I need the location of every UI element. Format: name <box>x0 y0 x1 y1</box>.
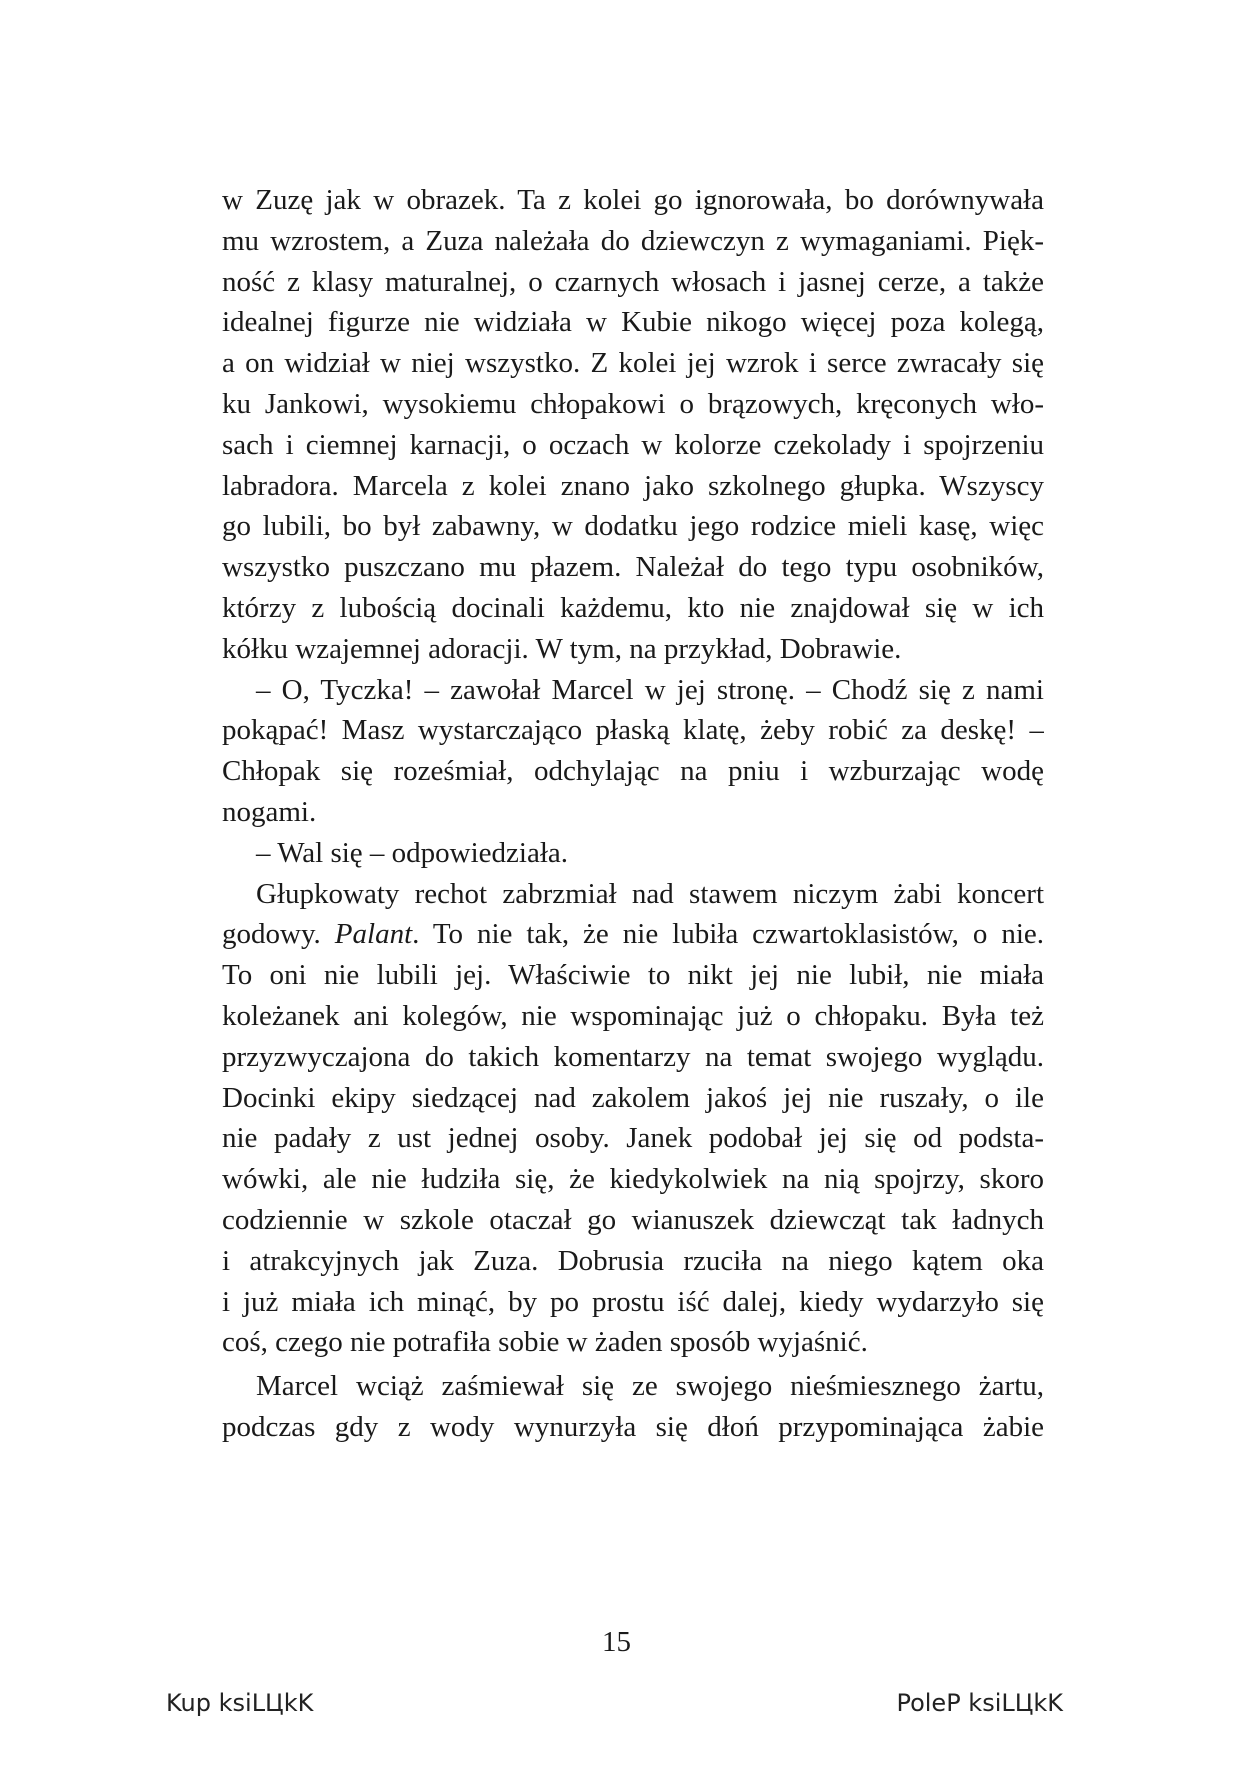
text-line: mu wzrostem, a Zuza należała do dziewczyn z wymaganiami. Pięk- <box>222 224 1044 257</box>
text-line: nie padały z ust jednej osoby. Janek podobał jej się od podsta- <box>222 1122 1044 1155</box>
italic-word: Palant <box>334 918 413 951</box>
buy-book-link[interactable]: Kup ksiLЦkK <box>166 1689 314 1717</box>
text-line: ność z klasy maturalnej, o czarnych włosach i jasnej cerze, a także <box>222 265 1044 298</box>
text-line: labradora. Marcela z kolei znano jako szkolnego głupka. Wszyscy <box>222 469 1044 502</box>
text-line: wówki, ale nie łudziła się, że kiedykolwiek na nią spojrzy, skoro <box>222 1163 1044 1196</box>
text-line: – Wal się – odpowiedziała. <box>256 836 569 869</box>
text-line: podczas gdy z wody wynurzyła się dłoń przypominająca żabie <box>222 1410 1044 1443</box>
text-line: godowy. Palant. To nie tak, że nie lubiła czwartoklasistów, o nie. <box>222 918 1044 951</box>
text-line: wszystko puszczano mu płazem. Należał do tego typu osobników, <box>222 551 1044 584</box>
text-line: Chłopak się roześmiał, odchylając na pniu i wzburzając wodę <box>222 755 1044 788</box>
text-line: To oni nie lubili jej. Właściwie to nikt jej nie lubił, nie miała <box>222 959 1044 992</box>
text-line: Głupkowaty rechot zabrzmiał nad stawem niczym żabi koncert <box>256 877 1044 910</box>
text-line: i już miała ich minąć, by po prostu iść dalej, kiedy wydarzyło się <box>222 1285 1044 1318</box>
text-line: Docinki ekipy siedzącej nad zakolem jakoś jej nie ruszały, o ile <box>222 1081 1044 1114</box>
recommend-book-link[interactable]: PoleP ksiLЦkK <box>896 1689 1063 1717</box>
text-line: nogami. <box>222 795 317 828</box>
text-line: w Zuzę jak w obrazek. Ta z kolei go ignorowała, bo dorównywała <box>222 184 1044 216</box>
text-line: idealnej figurze nie widziała w Kubie nikogo więcej poza kolegą, <box>222 306 1044 339</box>
book-page-body <box>222 180 1044 1448</box>
text-line: którzy z lubością docinali każdemu, kto nie znajdował się w ich <box>222 591 1044 624</box>
text-line: a on widział w niej wszystko. Z kolei jej wzrok i serce zwracały się <box>222 347 1044 380</box>
text-line: przyzwyczajona do takich komentarzy na temat swojego wyglądu. <box>222 1040 1044 1073</box>
text-line: pokąpać! Masz wystarczająco płaską klatę, żeby robić za deskę! – <box>222 714 1044 747</box>
text-line: kółku wzajemnej adoracji. W tym, na przykład, Dobrawie. <box>222 632 902 665</box>
text-line: Marcel wciąż zaśmiewał się ze swojego nieśmiesznego żartu, <box>256 1370 1044 1403</box>
text-line: codziennie w szkole otaczał go wianuszek dziewcząt tak ładnych <box>222 1203 1044 1236</box>
text-line: – O, Tyczka! – zawołał Marcel w jej stronę. – Chodź się z nami <box>256 673 1044 706</box>
text-line: i atrakcyjnych jak Zuza. Dobrusia rzuciła na niego kątem oka <box>222 1244 1044 1277</box>
page-number: 15 <box>602 1626 631 1658</box>
text-line: go lubili, bo był zabawny, w dodatku jego rodzice mieli kasę, więc <box>222 510 1044 543</box>
text-line: sach i ciemnej karnacji, o oczach w kolorze czekolady i spojrzeniu <box>222 428 1044 461</box>
text-line: koleżanek ani kolegów, nie wspominając już o chłopaku. Była też <box>222 999 1044 1032</box>
text-line: coś, czego nie potrafiła sobie w żaden sposób wyjaśnić. <box>222 1326 868 1359</box>
text-line: ku Jankowi, wysokiemu chłopakowi o brązowych, kręconych wło- <box>222 387 1044 420</box>
